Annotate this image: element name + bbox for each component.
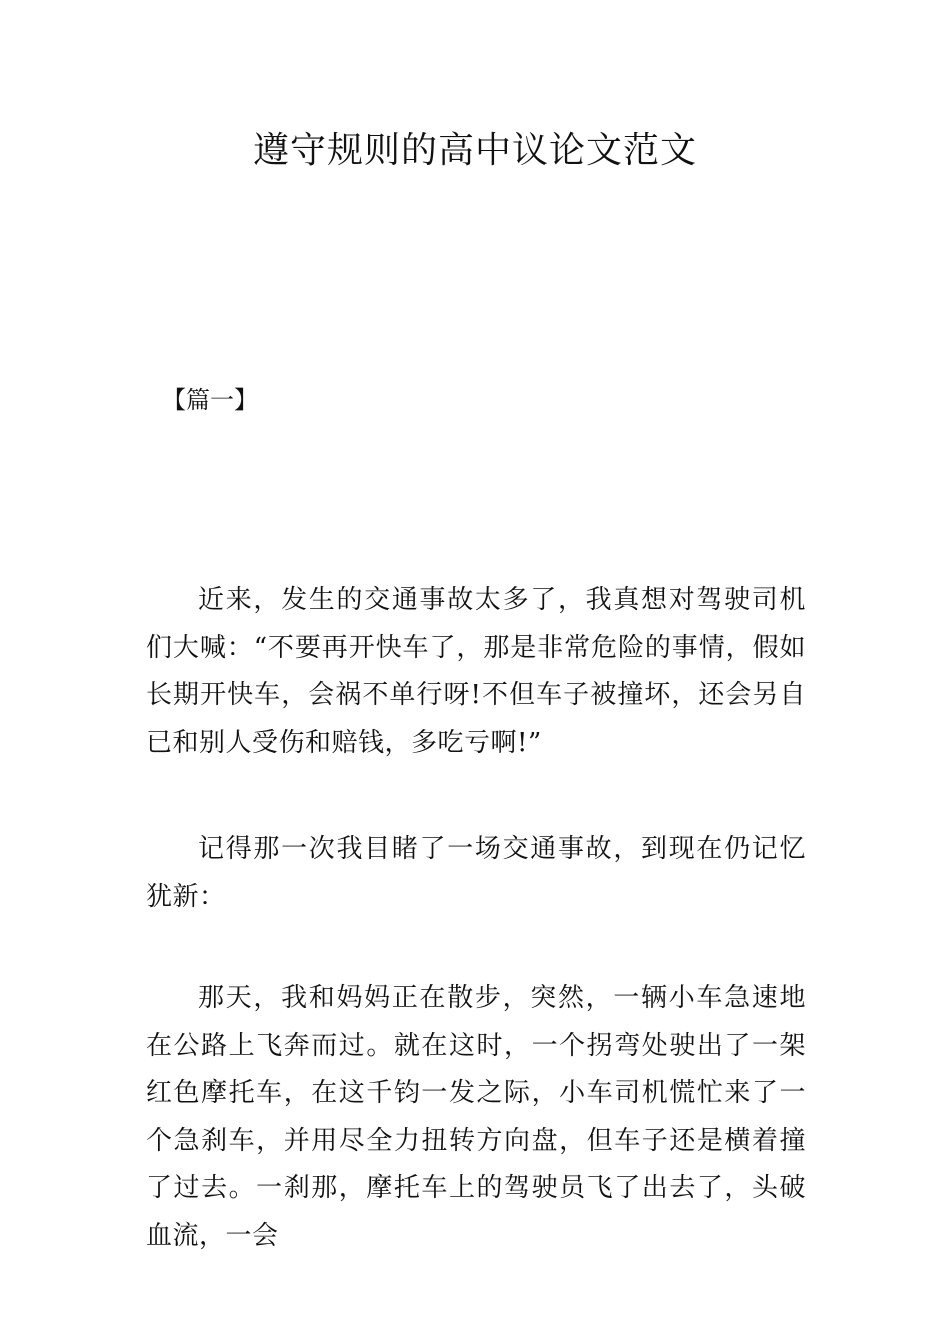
- paragraph: 记得那一次我目睹了一场交通事故，到现在仍记忆犹新：: [146, 834, 806, 912]
- paragraph: 那天，我和妈妈正在散步，突然，一辆小车急速地在公路上飞奔而过。就在这时，一个拐弯处驶出了一架红色摩托车，在这千钧一发之际，小车司机慌忙来了一个急刹车，并用尽全力扭转方向盘，但车子还是横着撞了过去。一刹那，摩托车上的驾驶员飞了出去了，头破血流，一会: [146, 983, 806, 1251]
- section-label: 【篇一】: [162, 386, 258, 414]
- paragraph: 近来，发生的交通事故太多了，我真想对驾驶司机们大喊：“不要再开快车了，那是非常危险的事情，假如长期开快车，会祸不单行呀!不但车子被撞坏，还会另自已和别人受伤和赔钱，多吃亏啊!”: [146, 585, 806, 758]
- page-title: 遵守规则的高中议论文范文: [252, 130, 697, 171]
